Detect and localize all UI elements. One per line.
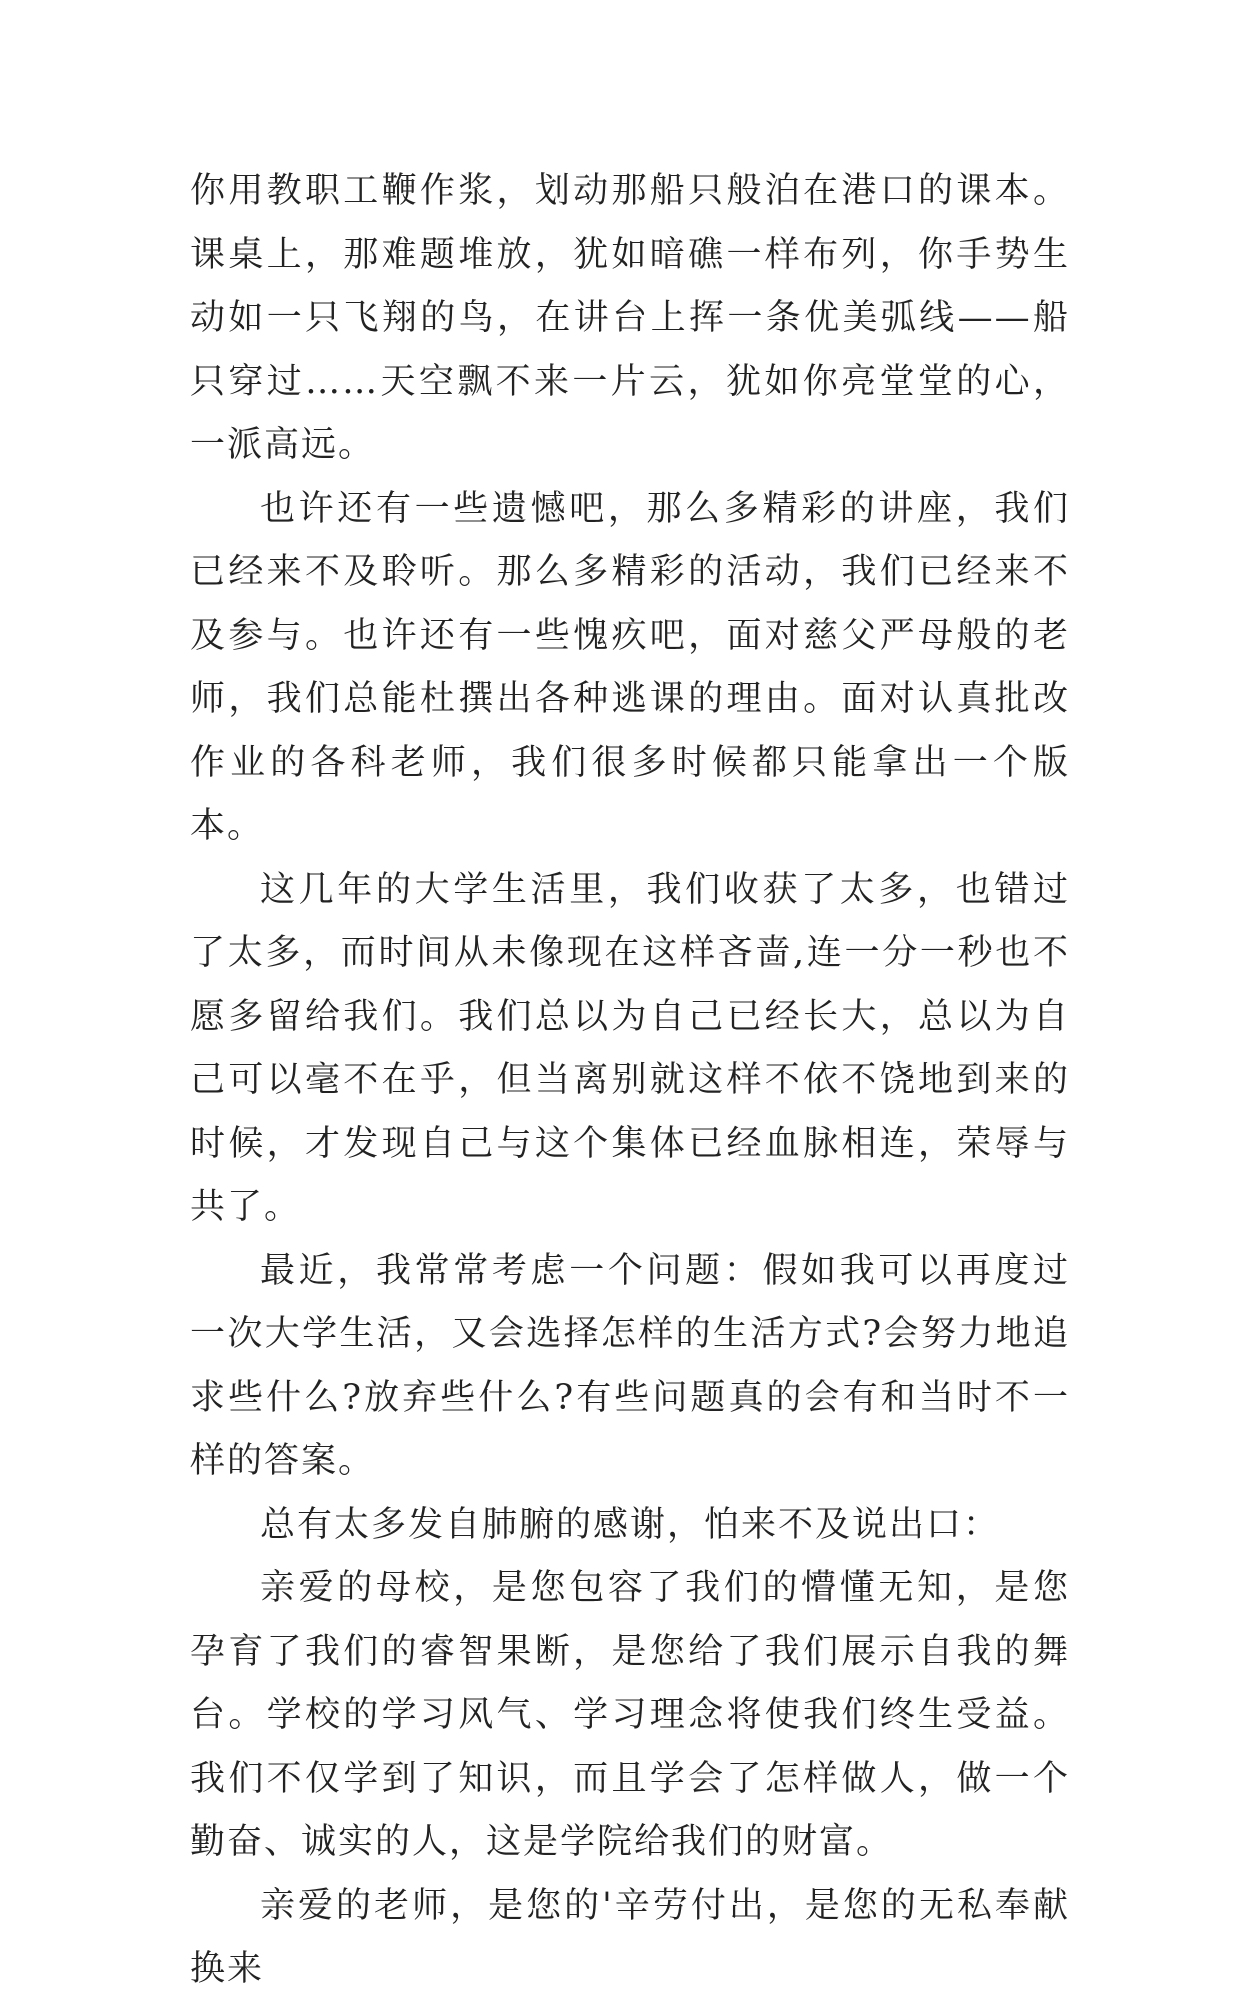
paragraph-4: 最近，我常常考虑一个问题：假如我可以再度过一次大学生活，又会选择怎样的生活方式?会努力地追求些什么?放弃些什么?有些问题真的会有和当时不一样的答案。	[190, 1250, 1070, 1481]
paragraph-7: 亲爱的老师，是您的'辛劳付出，是您的无私奉献换来	[190, 1885, 1070, 1989]
paragraph-5: 总有太多发自肺腑的感谢，怕来不及说出口：	[260, 1504, 1001, 1545]
paragraph-6: 亲爱的母校，是您包容了我们的懵懂无知，是您孕育了我们的睿智果断，是您给了我们展示自我的舞台。学校的学习风气、学习理念将使我们终生受益。我们不仅学到了知识，而且学会了怎样做人，做一个勤奋、诚实的人，这是学院给我们的财富。	[190, 1568, 1070, 1862]
document-body	[190, 160, 1070, 2002]
paragraph-3: 这几年的大学生活里，我们收获了太多，也错过了太多，而时间从未像现在这样吝啬,连一分一秒也不愿多留给我们。我们总以为自己已经长大，总以为自己可以毫不在乎，但当离别就这样不依不饶地到来的时候，才发现自己与这个集体已经血脉相连，荣辱与共了。	[190, 869, 1070, 1227]
paragraph-2: 也许还有一些遗憾吧，那么多精彩的讲座，我们已经来不及聆听。那么多精彩的活动，我们已经来不及参与。也许还有一些愧疚吧，面对慈父严母般的老师，我们总能杜撰出各种逃课的理由。面对认真批改作业的各科老师，我们很多时候都只能拿出一个版本。	[190, 488, 1070, 846]
paragraph-1: 你用教职工鞭作浆，划动那船只般泊在港口的课本。课桌上，那难题堆放，犹如暗礁一样布列，你手势生动如一只飞翔的鸟，在讲台上挥一条优美弧线——船只穿过……天空飘不来一片云，犹如你亮堂堂的心，一派高远。	[190, 171, 1070, 465]
